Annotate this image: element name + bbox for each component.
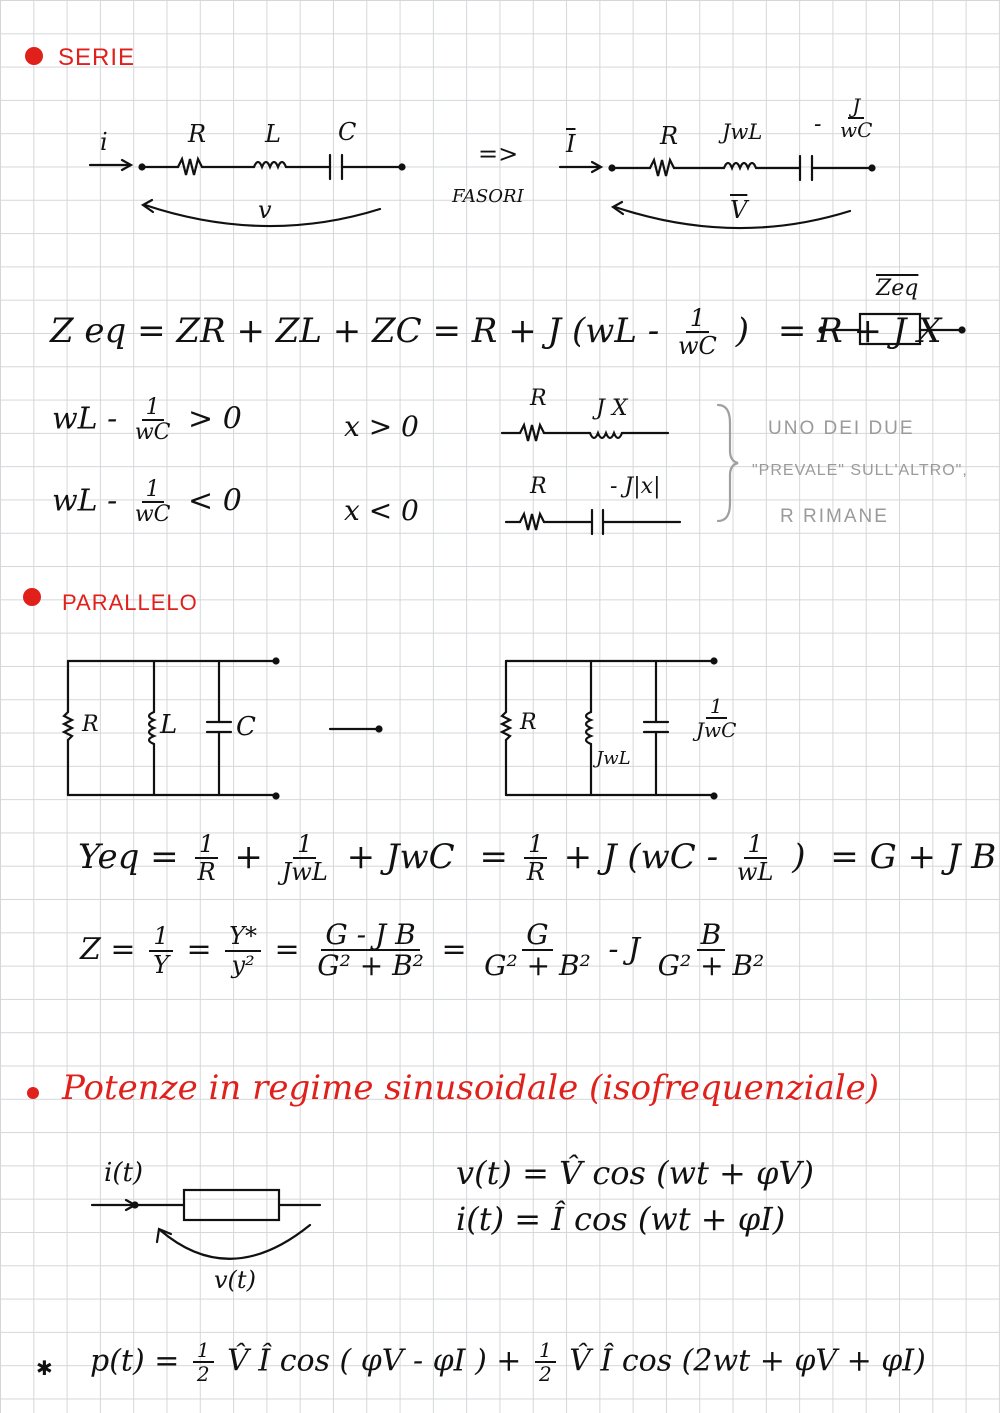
- arrow-implies: =>: [478, 140, 519, 168]
- note-line-3: R RIMANE: [780, 506, 889, 527]
- label-L: L: [265, 120, 281, 148]
- label-case2-R: R: [530, 474, 547, 499]
- label-cap-impedance: $\frac{J}{wC}$: [840, 94, 873, 142]
- label-voltage-v: v: [258, 196, 272, 224]
- label-phasor-I: $\overline{I}$: [566, 130, 576, 158]
- label-par-R-phasor: R: [520, 710, 537, 735]
- bullet-parallelo: [23, 588, 41, 606]
- equation-yeq: Yeq = $\frac{1}{R}$ + $\frac{1}{\text{JwL}}$ + JwC = $\frac{1}{R}$ + J (wC - $\frac{1}{wL}$ ) = G + J B: [78, 830, 997, 887]
- equation-v-t: v(t) = V̂ cos (wt + φV): [456, 1154, 815, 1192]
- condition-inductive: wL - $\frac{1}{wC}$ > 0: [52, 395, 242, 446]
- label-par-C: C: [236, 712, 256, 742]
- label-par-cap: $\frac{1}{\text{JwC}}$: [696, 694, 737, 742]
- label-par-L: L: [160, 710, 178, 740]
- series-circuit-left: [90, 155, 405, 226]
- equation-i-t: i(t) = Î cos (wt + φI): [456, 1200, 786, 1238]
- note-line-1: UNO DEI DUE: [768, 418, 915, 439]
- label-i-t: i(t): [104, 1158, 144, 1188]
- heading-potenze: Potenze in regime sinusoidale (isofrequenziale): [62, 1068, 880, 1108]
- bullet-serie: [25, 47, 43, 65]
- power-circuit: [92, 1190, 320, 1259]
- equation-z: Z = $\frac{1}{Y}$ = $\frac{Y*}{\text{y²}}$ = $\frac{\text{G - J B}}{\text{G² + B²}}$ = $\frac{G}{\text{G² + B²}}$ - J $\frac{B}{\text{G² + B²}}$: [80, 918, 765, 983]
- label-zeq-box: $\overline{Zeq}$: [876, 276, 919, 301]
- heading-parallelo: PARALLELO: [62, 590, 198, 615]
- label-par-R: R: [82, 712, 99, 737]
- note-line-2: "PREVALE" SULL'ALTRO",: [752, 462, 968, 479]
- label-fasori: FASORI: [452, 186, 524, 207]
- bullet-potenze: [27, 1087, 39, 1099]
- x-positive: x > 0: [344, 410, 419, 443]
- equation-p-t: p(t) = $\frac{1}{2}$ V̂ Î cos ( φV - φI ) + $\frac{1}{2}$ V̂ Î cos (2wt + φV + φI): [90, 1338, 926, 1386]
- brace: [718, 405, 738, 521]
- label-jwl: JwL: [722, 120, 763, 144]
- star-bullet: ✱: [36, 1356, 53, 1380]
- case-capacitive-circuit: [506, 510, 680, 534]
- label-R-phasor: R: [660, 122, 679, 150]
- label-case1-jx: J X: [596, 396, 628, 421]
- label-phasor-V: $\overline{V}$: [730, 196, 748, 224]
- label-par-jwl: JwL: [596, 748, 631, 769]
- label-current-i: i: [100, 128, 108, 156]
- condition-capacitive: wL - $\frac{1}{wC}$ < 0: [52, 477, 242, 528]
- heading-serie: SERIE: [58, 44, 136, 71]
- label-C: C: [338, 118, 357, 146]
- label-case2-jx: - J|x|: [610, 474, 661, 499]
- label-v-t: v(t): [214, 1266, 256, 1294]
- equation-zeq: Z eq = ZR + ZL + ZC = R + J (wL - $\frac{1}{wC}$ ) = R + J X: [50, 304, 942, 361]
- label-case1-R: R: [530, 386, 547, 411]
- series-circuit-right: [560, 156, 875, 228]
- label-R: R: [188, 120, 207, 148]
- case-inductive-circuit: [502, 425, 668, 441]
- x-negative: x < 0: [344, 494, 419, 527]
- label-cap-sign: -: [814, 112, 822, 137]
